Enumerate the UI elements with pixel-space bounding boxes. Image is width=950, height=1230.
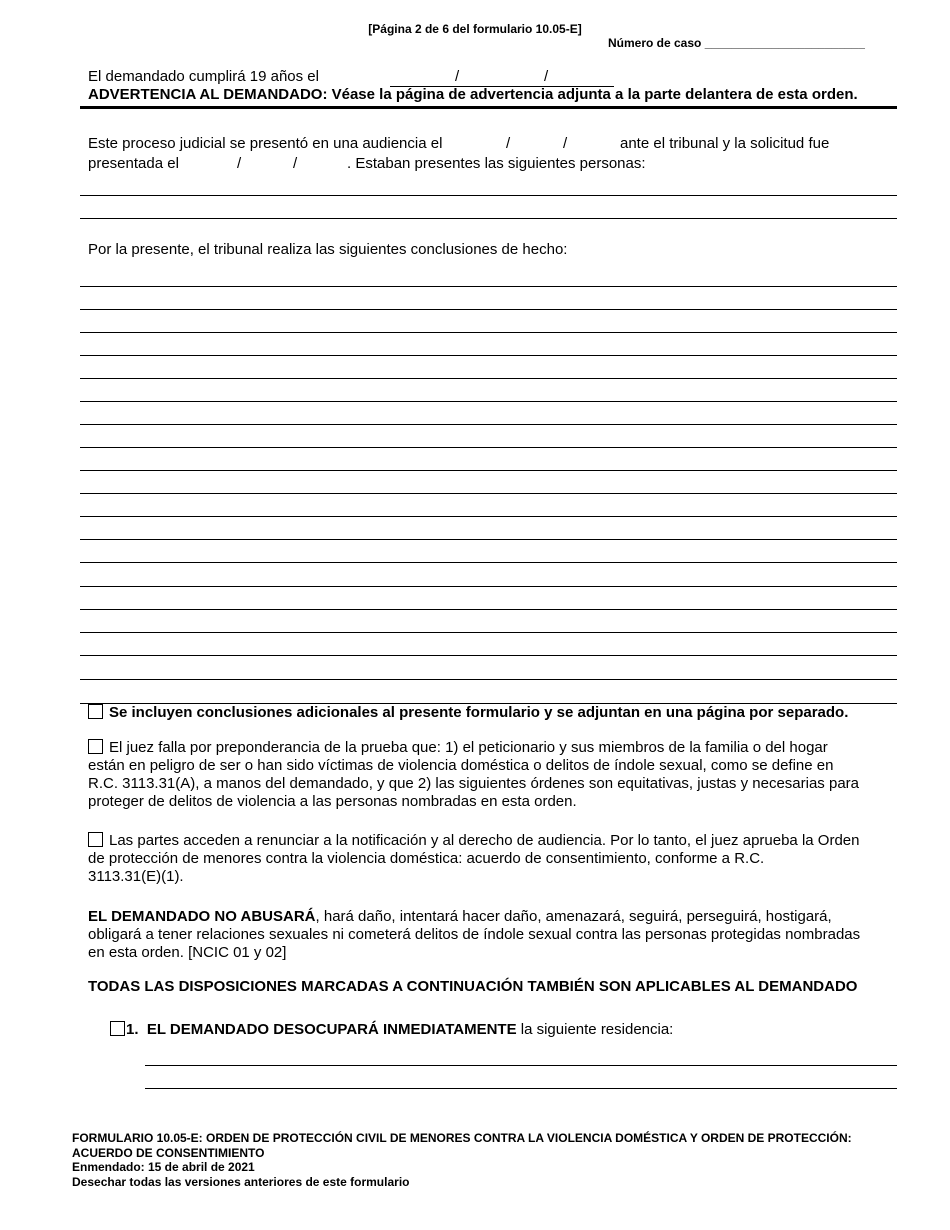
hearing-text-4: . Estaban presentes las siguientes personas:: [347, 155, 646, 172]
findings-line[interactable]: [80, 493, 897, 494]
residence-line[interactable]: [145, 1065, 897, 1066]
provision-item-1: 1. EL DEMANDADO DESOCUPARÁ INMEDIATAMENTE la siguiente residencia:: [110, 1021, 673, 1039]
preponderance-checkbox[interactable]: [88, 739, 103, 754]
findings-line[interactable]: [80, 355, 897, 356]
findings-line[interactable]: [80, 447, 897, 448]
persons-present-line[interactable]: [80, 218, 897, 219]
hearing-text-3: presentada el: [88, 155, 179, 172]
additional-findings-checkbox[interactable]: [88, 704, 103, 719]
form-footer: FORMULARIO 10.05-E: ORDEN DE PROTECCIÓN CIVIL DE MENORES CONTRA LA VIOLENCIA DOMÉSTICA Y ORDEN DE PROTECCIÓN: ACUERDO DE CONSENTIMIENTO Enmendado: 15 de abril de 2021 Desechar todas las versiones anteriores de este formulario: [72, 1131, 852, 1189]
findings-line[interactable]: [80, 586, 897, 587]
case-number-label: Número de caso ________________________: [608, 36, 865, 50]
waiver-option: Las partes acceden a renunciar a la notificación y al derecho de audiencia. Por lo tanto, el juez aprueba la Orden de protección de menores contra la violencia doméstica: acuerdo de consentimiento, conforme a R.C. 3113.31(E)(1).: [88, 832, 860, 885]
findings-line[interactable]: [80, 632, 897, 633]
residence-line[interactable]: [145, 1088, 897, 1089]
findings-line[interactable]: [80, 655, 897, 656]
findings-line[interactable]: [80, 309, 897, 310]
hearing-date-slash-2: /: [563, 135, 568, 152]
additional-findings-option: Se incluyen conclusiones adicionales al presente formulario y se adjuntan en una página por separado.: [88, 704, 848, 722]
respondent-age-text: El demandado cumplirá 19 años el: [88, 68, 319, 85]
provision-1-checkbox[interactable]: [110, 1021, 125, 1036]
petition-date-slash-2: /: [293, 155, 298, 172]
findings-line[interactable]: [80, 609, 897, 610]
findings-line[interactable]: [80, 286, 897, 287]
warning-divider: [80, 106, 897, 109]
preponderance-option: El juez falla por preponderancia de la prueba que: 1) el peticionario y sus miembros de la familia o del hogar están en peligro de ser o han sido víctimas de violencia doméstica o delitos de índole sexual, como se define en R.C. 3113.31(A), a manos del demandado, y que 2) las siguientes órdenes son equitativas, justas y necesarias para proteger de delitos de violencia a las personas nombradas en esta orden.: [88, 739, 859, 810]
findings-line[interactable]: [80, 539, 897, 540]
age-date-slash-2: /: [544, 68, 549, 85]
findings-line[interactable]: [80, 679, 897, 680]
findings-line[interactable]: [80, 401, 897, 402]
findings-line[interactable]: [80, 562, 897, 563]
age-date-slash-1: /: [455, 68, 460, 85]
hearing-text-1: Este proceso judicial se presentó en una audiencia el: [88, 135, 443, 152]
hearing-date-slash-1: /: [506, 135, 511, 152]
findings-line[interactable]: [80, 424, 897, 425]
page-label: [Página 2 de 6 del formulario 10.05-E]: [368, 22, 582, 36]
case-number-field[interactable]: ________________________: [704, 36, 865, 50]
findings-line[interactable]: [80, 516, 897, 517]
findings-line[interactable]: [80, 470, 897, 471]
findings-intro: Por la presente, el tribunal realiza las siguientes conclusiones de hecho:: [88, 241, 568, 258]
waiver-checkbox[interactable]: [88, 832, 103, 847]
findings-line[interactable]: [80, 332, 897, 333]
provisions-heading: TODAS LAS DISPOSICIONES MARCADAS A CONTINUACIÓN TAMBIÉN SON APLICABLES AL DEMANDADO: [88, 978, 858, 995]
petition-date-slash-1: /: [237, 155, 242, 172]
hearing-text-2: ante el tribunal y la solicitud fue: [620, 135, 830, 152]
no-abuse-order: EL DEMANDADO NO ABUSARÁ, hará daño, intentará hacer daño, amenazará, seguirá, perseguirá, hostigará, obligará a tener relaciones sexuales ni cometerá delitos de índole sexual contra las personas protegidas nombradas en esta orden. [NCIC 01 y 02]: [88, 908, 861, 961]
respondent-warning: ADVERTENCIA AL DEMANDADO: Véase la página de advertencia adjunta a la parte delantera de esta orden.: [88, 86, 858, 103]
persons-present-line[interactable]: [80, 195, 897, 196]
findings-line[interactable]: [80, 378, 897, 379]
